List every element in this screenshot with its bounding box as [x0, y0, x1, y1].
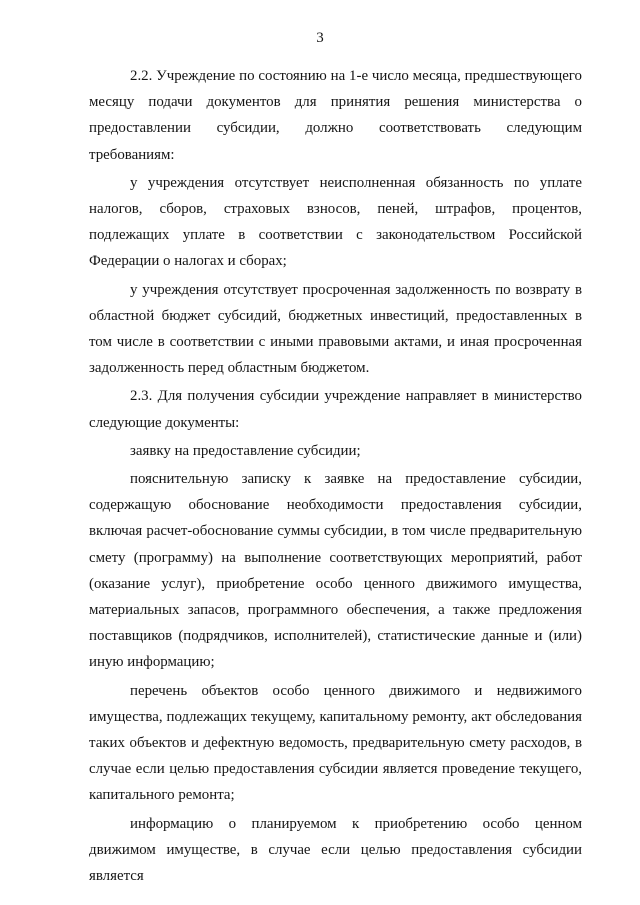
- page-number: 3: [316, 30, 324, 46]
- paragraph-2-3: 2.3. Для получения субсидии учреждение направляет в министерство следующие документы:: [89, 388, 582, 431]
- document-body: [89, 63, 582, 889]
- paragraph-application: заявку на предоставление субсидии;: [130, 442, 361, 459]
- paragraph-debt-requirement: у учреждения отсутствует просроченная задолженность по возврату в областной бюджет субсидий, бюджетных инвестиций, предоставленных в том числе в соответствии с иными правовыми актами, и иная просроченная задолженность перед областным бюджетом.: [89, 281, 582, 377]
- paragraph-2-2: 2.2. Учреждение по состоянию на 1-е число месяца, предшествующего месяцу подачи документов для принятия решения министерства о предоставлении субсидии, должно соответствовать следующим требованиям:: [89, 68, 582, 163]
- paragraph-planned-property: информацию о планируемом к приобретению особо ценном движимом имуществе, в случае если целью предоставления субсидии является: [89, 815, 582, 885]
- paragraph-tax-requirement: у учреждения отсутствует неисполненная обязанность по уплате налогов, сборов, страховых взносов, пеней, штрафов, процентов, подлежащих уплате в соответствии с законодательством Российской Федерации о налогах и сборах;: [89, 174, 582, 270]
- paragraph-property-list: перечень объектов особо ценного движимого и недвижимого имущества, подлежащих текущему, капитальному ремонту, акт обследования таких объектов и дефектную ведомость, предварительную смету расходов, в случае если целью предоставления субсидии является проведение текущего, капитального ремонта;: [89, 682, 582, 804]
- paragraph-explanatory-note: пояснительную записку к заявке на предоставление субсидии, содержащую обоснование необходимости предоставления субсидии, включая расчет-обоснование суммы субсидии, в том числе предварительную смету (программу) на выполнение соответствующих мероприятий, работ (оказание услуг), приобретение особо ценного движимого имущества, материальных запасов, программного обеспечения, а также предложения поставщиков (подрядчиков, исполнителей), статистические данные и (или) иную информацию;: [89, 471, 582, 671]
